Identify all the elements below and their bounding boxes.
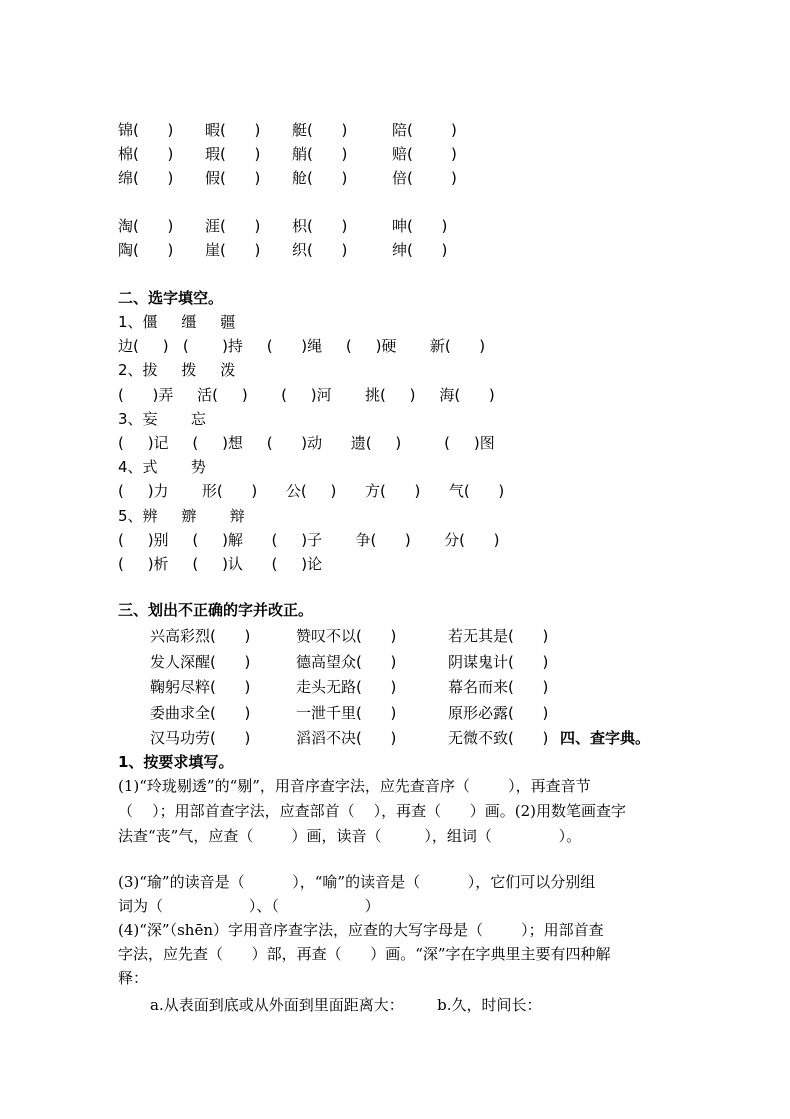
question-line: （ ）；用部首查字法，应查部首（ ），再查（ ）画。(2)用数笔画查字	[118, 802, 627, 820]
char-item: 崖( )	[205, 241, 261, 259]
fill-line: ( )弄 活( ) ( )河 挑( ) 海( )	[118, 386, 495, 404]
idiom-item: 滔滔不决( )	[296, 729, 397, 747]
idiom-item: 无微不致( )	[448, 729, 549, 747]
idiom-item: 幕名而来( )	[448, 678, 549, 696]
char-item: 艄( )	[292, 145, 348, 163]
question-line: 字法，应先查（ ）部，再查（ ）画。“深”字在字典里主要有四种解	[118, 945, 611, 963]
question-line: (3)“瑜”的读音是（ ），“喻”的读音是（ ），它们可以分别组	[118, 873, 596, 891]
idiom-item: 委曲求全( )	[150, 704, 251, 722]
question-line: (1)“玲珑剔透”的“剔”，用音序查字法，应先查音序（ ），再查音节	[118, 777, 591, 795]
idiom-item: 原形必露( )	[448, 704, 549, 722]
idiom-item: 汉马功劳( )	[150, 729, 251, 747]
fill-line: 3、妄 忘	[118, 410, 206, 428]
fill-line: ( )记 ( )想 ( )动 遗( ) ( )图	[118, 434, 495, 452]
char-item: 呻( )	[392, 217, 448, 235]
fill-line: 5、辨 辧 辩	[118, 507, 245, 525]
section-4-meanings: a.从表面到底或从外面到里面距离大： b.久，时间长：	[150, 996, 542, 1014]
idiom-item: 德高望众( )	[296, 653, 397, 671]
question-line: 词为（ ）、（ ）	[118, 897, 380, 915]
idiom-item: 兴高彩烈( )	[150, 627, 251, 645]
char-item: 陶( )	[118, 241, 174, 259]
idiom-item: 赞叹不以( )	[296, 627, 397, 645]
section-2-title: 二、选字填空。	[118, 289, 224, 307]
question-line: 法查“丧”气，应查（ ）画，读音（ ），组词（ ）。	[118, 827, 582, 845]
char-item: 织( )	[292, 241, 348, 259]
idiom-item: 若无其是( )	[448, 627, 549, 645]
char-item: 舱( )	[292, 169, 348, 187]
char-item: 假( )	[205, 169, 261, 187]
char-item: 棉( )	[118, 145, 174, 163]
idiom-item: 鞠躬尽粹( )	[150, 678, 251, 696]
question-line: (4)“深”（shēn）字用音序查字法，应查的大写字母是（ ）；用部首查	[118, 921, 604, 939]
fill-line: 4、式 势	[118, 458, 206, 476]
char-item: 淘( )	[118, 217, 174, 235]
char-item: 赔( )	[392, 145, 457, 163]
fill-line: ( )力 形( ) 公( ) 方( ) 气( )	[118, 482, 505, 500]
idiom-item: 一泄千里( )	[296, 704, 397, 722]
fill-line: ( )析 ( )认 ( )论	[118, 555, 323, 573]
section-4-title: 四、查字典。	[560, 729, 651, 747]
section-4-subtitle: 1、按要求填写。	[118, 753, 234, 771]
char-item: 绵( )	[118, 169, 174, 187]
char-item: 枳( )	[292, 217, 348, 235]
idiom-item: 阴谋鬼计( )	[448, 653, 549, 671]
question-line: 释：	[118, 969, 149, 987]
char-item: 陪( )	[392, 121, 457, 139]
fill-line: ( )别 ( )解 ( )子 争( ) 分( )	[118, 531, 500, 549]
char-item: 锦( )	[118, 121, 174, 139]
fill-line: 1、僵 缰 疆	[118, 313, 236, 331]
char-item: 倍( )	[392, 169, 457, 187]
section-3-title: 三、划出不正确的字并改正。	[118, 601, 314, 619]
fill-line: 边( ) ( )持 ( )绳 ( )硬 新( )	[118, 337, 486, 355]
char-item: 涯( )	[205, 217, 261, 235]
idiom-item: 发人深醒( )	[150, 653, 251, 671]
idiom-item: 走头无路( )	[296, 678, 397, 696]
char-item: 暇( )	[205, 121, 261, 139]
char-item: 艇( )	[292, 121, 348, 139]
char-item: 瑕( )	[205, 145, 261, 163]
char-item: 绅( )	[392, 241, 448, 259]
fill-line: 2、拔 拨 泼	[118, 361, 236, 379]
